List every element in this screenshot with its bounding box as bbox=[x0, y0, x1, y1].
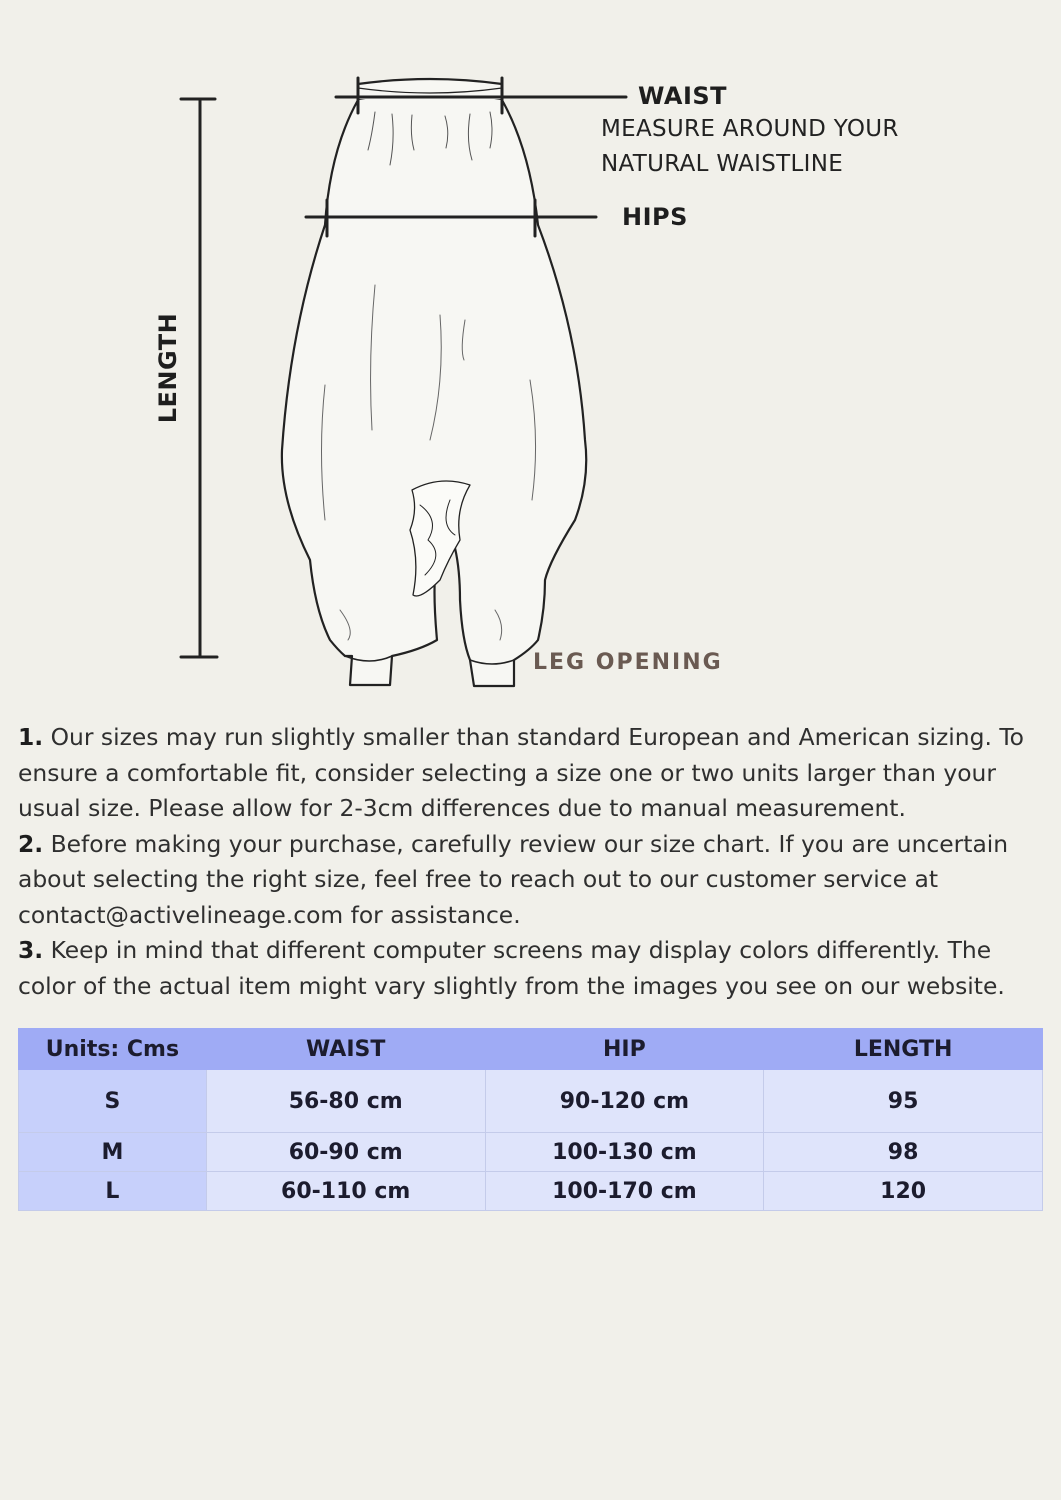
hip-cell: 100-130 cm bbox=[485, 1133, 764, 1172]
note-text: Before making your purchase, carefully review our size chart. If you are uncertain about selecting the right size, feel free to reach out to our customer service at contact@activelineage.com for assistance. bbox=[18, 829, 1009, 929]
waist-cell: 56-80 cm bbox=[206, 1070, 485, 1133]
waist-label: WAIST bbox=[638, 82, 728, 110]
header-hip: HIP bbox=[485, 1029, 764, 1070]
size-cell: S bbox=[19, 1070, 207, 1133]
size-cell: M bbox=[19, 1133, 207, 1172]
hip-cell: 100-170 cm bbox=[485, 1172, 764, 1211]
length-cell: 98 bbox=[764, 1133, 1043, 1172]
length-cell: 95 bbox=[764, 1070, 1043, 1133]
note-item bbox=[18, 827, 1048, 934]
note-text: Our sizes may run slightly smaller than standard European and American sizing. To ensure a comfortable fit, consider selecting a size one or two units larger than your usual size. Please allow for 2-3cm differences due to manual measurement. bbox=[18, 723, 1024, 822]
header-waist: WAIST bbox=[206, 1029, 485, 1070]
pants-outline bbox=[282, 100, 586, 686]
header-length: LENGTH bbox=[764, 1029, 1043, 1070]
note-item bbox=[18, 933, 1048, 1004]
note-item bbox=[18, 720, 1048, 827]
waist-note-line-1: MEASURE AROUND YOUR bbox=[601, 116, 899, 142]
pants-measurement-diagram bbox=[0, 0, 1061, 700]
table-row bbox=[19, 1172, 1043, 1211]
waist-cell: 60-110 cm bbox=[206, 1172, 485, 1211]
leg-opening-label: LEG OPENING bbox=[533, 650, 723, 675]
table-row bbox=[19, 1133, 1043, 1172]
note-number: 2. bbox=[18, 829, 44, 858]
table-row bbox=[19, 1070, 1043, 1133]
hips-label: HIPS bbox=[622, 203, 688, 231]
sizing-notes bbox=[18, 720, 1048, 1004]
header-units: Units: Cms bbox=[19, 1029, 207, 1070]
size-chart-table bbox=[18, 1028, 1043, 1211]
note-number: 1. bbox=[18, 723, 44, 751]
length-label: LENGTH bbox=[154, 312, 182, 424]
hip-cell: 90-120 cm bbox=[485, 1070, 764, 1133]
table-header-row bbox=[19, 1029, 1043, 1070]
waist-cell: 60-90 cm bbox=[206, 1133, 485, 1172]
size-cell: L bbox=[19, 1172, 207, 1211]
note-number: 3. bbox=[18, 936, 44, 964]
waist-note-line-2: NATURAL WAISTLINE bbox=[601, 151, 844, 177]
note-text: Keep in mind that different computer screens may display colors differently. The color of the actual item might vary slightly from the images you see on our website. bbox=[18, 936, 1005, 1000]
length-cell: 120 bbox=[764, 1172, 1043, 1211]
